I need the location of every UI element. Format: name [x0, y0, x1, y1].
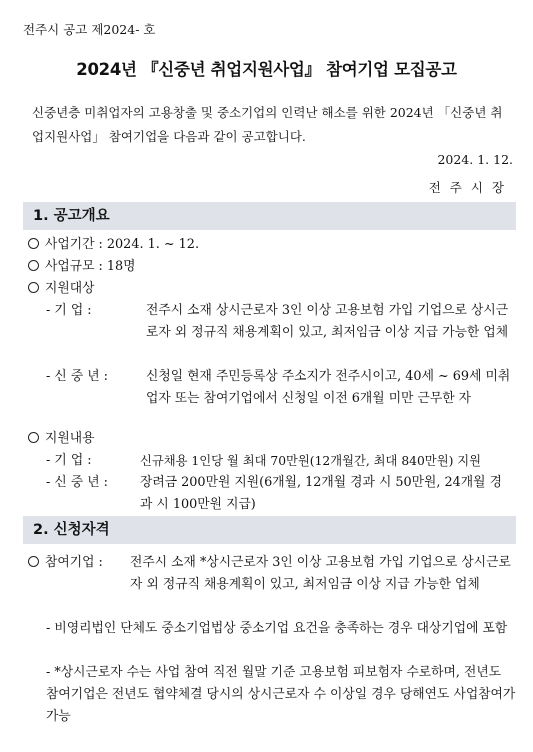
- eligible-item: [0, 552, 533, 618]
- notice-number: 전주시 공고 제2024- 호: [23, 22, 156, 37]
- target-company-text: 전주시 소재 상시근로자 3인 이상 고용보험 가입 기업으로 상시근로자 외 정규직 채용계획이 있고, 최저임금 이상 지급 가능한 업체: [146, 303, 509, 340]
- target-company-item: [0, 300, 533, 366]
- section-header-overview: 1. 공고개요: [23, 202, 516, 230]
- support-company-label: - 기 업 :: [46, 453, 92, 468]
- target-person-text: 신청일 현재 주민등록상 주소지가 전주시이고, 40세 ~ 69세 미취업자 또는 참여기업에서 신청일 이전 6개월 미만 근무한 자: [146, 369, 511, 406]
- target-person-label: - 신 중 년 :: [46, 369, 108, 384]
- eligible-label-wrap: [28, 552, 103, 574]
- note-nonprofit: - 비영리법인 단체도 중소기업법상 중소기업 요건을 충족하는 경우 대상기업에 포함: [46, 621, 508, 636]
- support-company-text: 신규채용 1인당 월 최대 70만원(12개월간, 최대 840만원) 지원: [140, 454, 482, 468]
- target-company-label: - 기 업 :: [46, 303, 92, 318]
- support-heading: 지원내용: [45, 431, 95, 446]
- support-heading-item: [28, 428, 94, 450]
- support-person-label: - 신 중 년 :: [46, 475, 108, 490]
- support-company-item: [0, 450, 533, 472]
- notice-date: 2024. 1. 12.: [437, 152, 513, 167]
- intro-paragraph: 신중년층 미취업자의 고용창출 및 중소기업의 인력난 해소를 위한 2024년 「신중년 취업지원사업」 참여기업을 다음과 같이 공고합니다.: [32, 105, 503, 144]
- eligible-label: 참여기업 :: [45, 555, 103, 570]
- period-text: 사업기간 : 2024. 1. ~ 12.: [45, 237, 200, 252]
- circle-bullet-icon: [28, 260, 39, 271]
- section-header-eligibility: 2. 신청자격: [23, 516, 516, 544]
- period-item: [28, 234, 199, 256]
- support-person-item: [0, 472, 533, 516]
- note-employee-count: - *상시근로자 수는 사업 참여 직전 월말 기준 고용보험 피보험자 수로하며, 전년도 참여기업은 전년도 협약체결 당시의 상시근로자 수 이상일 경우 당해연도 사업참여가 가능: [46, 665, 516, 724]
- circle-bullet-icon: [28, 432, 39, 443]
- target-person-item: [0, 366, 533, 432]
- issuer-name: 전주시장: [428, 180, 513, 195]
- scale-text: 사업규모 : 18명: [45, 259, 136, 274]
- target-heading-item: [28, 278, 94, 300]
- eligible-text: 전주시 소재 *상시근로자 3인 이상 고용보험 가입 기업으로 상시근로자 외 정규직 채용계획이 있고, 최저임금 이상 지급 가능한 업체: [130, 555, 511, 592]
- circle-bullet-icon: [28, 556, 39, 567]
- scale-item: [28, 256, 136, 278]
- circle-bullet-icon: [28, 238, 39, 249]
- page-title: 2024년 『신중년 취업지원사업』 참여기업 모집공고: [76, 60, 457, 79]
- support-person-text: 장려금 200만원 지원(6개월, 12개월 경과 시 50만원, 24개월 경과 시 100만원 지급): [140, 475, 502, 512]
- target-heading: 지원대상: [45, 281, 95, 296]
- circle-bullet-icon: [28, 282, 39, 293]
